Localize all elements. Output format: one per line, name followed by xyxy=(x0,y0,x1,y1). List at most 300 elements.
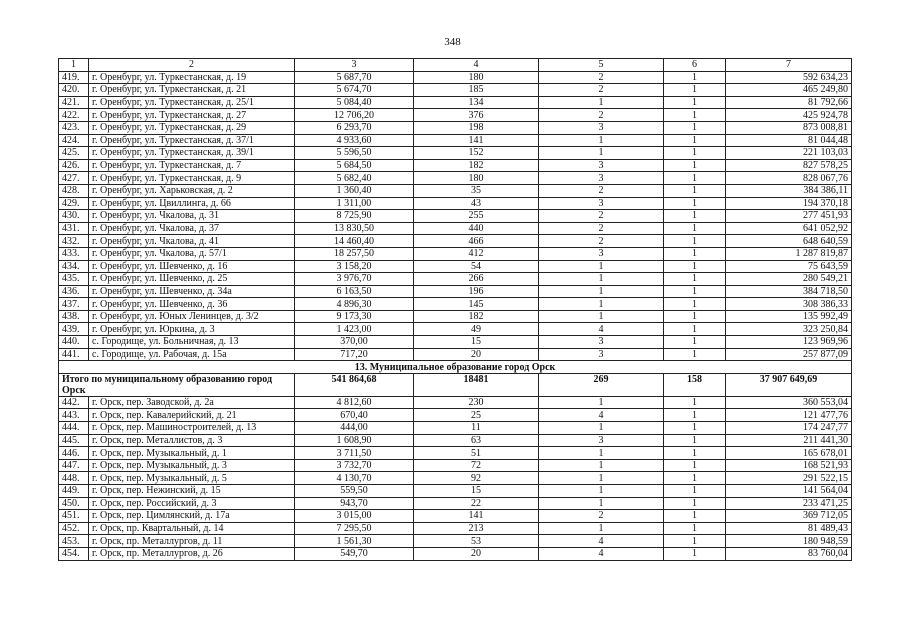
cost: 308 386,33 xyxy=(726,298,852,311)
col6-value: 1 xyxy=(664,336,726,349)
area: 8 725,90 xyxy=(295,210,414,223)
col6-value: 1 xyxy=(664,348,726,361)
row-number: 437. xyxy=(59,298,89,311)
section-block xyxy=(59,361,852,397)
area: 1 360,40 xyxy=(295,184,414,197)
cost: 81 044,48 xyxy=(726,134,852,147)
row-number: 438. xyxy=(59,310,89,323)
row-number: 420. xyxy=(59,84,89,97)
total-col6: 158 xyxy=(664,373,726,396)
residents: 54 xyxy=(414,260,539,273)
address: г. Орск, пер. Российский, д. 3 xyxy=(89,497,295,510)
total-row xyxy=(59,373,852,396)
residents: 141 xyxy=(414,134,539,147)
row-number: 444. xyxy=(59,422,89,435)
col5-value: 2 xyxy=(539,84,664,97)
area: 1 608,90 xyxy=(295,434,414,447)
column-header: 5 xyxy=(539,59,664,72)
residents: 196 xyxy=(414,285,539,298)
table-row xyxy=(59,222,852,235)
table-row xyxy=(59,522,852,535)
cost: 360 553,04 xyxy=(726,396,852,409)
col6-value: 1 xyxy=(664,447,726,460)
cost: 291 522,15 xyxy=(726,472,852,485)
residents: 266 xyxy=(414,273,539,286)
address: г. Оренбург, ул. Туркестанская, д. 37/1 xyxy=(89,134,295,147)
cost: 168 521,93 xyxy=(726,459,852,472)
address: г. Орск, пр. Металлургов, д. 26 xyxy=(89,547,295,560)
area: 5 682,40 xyxy=(295,172,414,185)
address: г. Орск, пер. Заводской, д. 2а xyxy=(89,396,295,409)
column-header: 3 xyxy=(295,59,414,72)
area: 4 896,30 xyxy=(295,298,414,311)
area: 13 830,50 xyxy=(295,222,414,235)
table-row xyxy=(59,472,852,485)
cost: 257 877,09 xyxy=(726,348,852,361)
cost: 384 386,11 xyxy=(726,184,852,197)
col5-value: 2 xyxy=(539,510,664,523)
page-number: 348 xyxy=(444,36,461,48)
table-row xyxy=(59,298,852,311)
cost: 592 634,23 xyxy=(726,71,852,84)
row-number: 451. xyxy=(59,510,89,523)
area: 5 674,70 xyxy=(295,84,414,97)
col5-value: 2 xyxy=(539,109,664,122)
col6-value: 1 xyxy=(664,434,726,447)
total-cost: 37 907 649,69 xyxy=(726,373,852,396)
address: г. Орск, пер. Музыкальный, д. 3 xyxy=(89,459,295,472)
col5-value: 3 xyxy=(539,434,664,447)
col6-value: 1 xyxy=(664,121,726,134)
area: 5 084,40 xyxy=(295,96,414,109)
row-number: 436. xyxy=(59,285,89,298)
area: 670,40 xyxy=(295,409,414,422)
col6-value: 1 xyxy=(664,422,726,435)
area: 5 687,70 xyxy=(295,71,414,84)
residents: 180 xyxy=(414,172,539,185)
area: 18 257,50 xyxy=(295,247,414,260)
col5-value: 1 xyxy=(539,96,664,109)
cost: 384 718,50 xyxy=(726,285,852,298)
cost: 174 247,77 xyxy=(726,422,852,435)
row-number: 432. xyxy=(59,235,89,248)
area: 444,00 xyxy=(295,422,414,435)
col5-value: 3 xyxy=(539,121,664,134)
col5-value: 1 xyxy=(539,310,664,323)
row-number: 419. xyxy=(59,71,89,84)
housing-table xyxy=(58,58,852,561)
cost: 641 052,92 xyxy=(726,222,852,235)
column-header: 1 xyxy=(59,59,89,72)
cost: 135 992,49 xyxy=(726,310,852,323)
col5-value: 1 xyxy=(539,459,664,472)
cost: 121 477,76 xyxy=(726,409,852,422)
section-title-row xyxy=(59,361,852,374)
area: 6 163,50 xyxy=(295,285,414,298)
residents: 376 xyxy=(414,109,539,122)
cost: 280 549,21 xyxy=(726,273,852,286)
address: г. Орск, пер. Машиностроителей, д. 13 xyxy=(89,422,295,435)
area: 12 706,20 xyxy=(295,109,414,122)
address: г. Оренбург, ул. Туркестанская, д. 7 xyxy=(89,159,295,172)
column-header: 7 xyxy=(726,59,852,72)
table-row xyxy=(59,84,852,97)
row-number: 433. xyxy=(59,247,89,260)
col6-value: 1 xyxy=(664,285,726,298)
table-row xyxy=(59,409,852,422)
col5-value: 1 xyxy=(539,273,664,286)
col6-value: 1 xyxy=(664,310,726,323)
col6-value: 1 xyxy=(664,197,726,210)
col6-value: 1 xyxy=(664,84,726,97)
col6-value: 1 xyxy=(664,247,726,260)
col5-value: 1 xyxy=(539,472,664,485)
col5-value: 2 xyxy=(539,71,664,84)
address: г. Орск, пер. Металлистов, д. 3 xyxy=(89,434,295,447)
row-number: 454. xyxy=(59,547,89,560)
cost: 1 287 819,87 xyxy=(726,247,852,260)
total-col5: 269 xyxy=(539,373,664,396)
address: г. Орск, пер. Музыкальный, д. 5 xyxy=(89,472,295,485)
cost: 165 678,01 xyxy=(726,447,852,460)
address: г. Орск, пер. Музыкальный, д. 1 xyxy=(89,447,295,460)
col5-value: 3 xyxy=(539,247,664,260)
address: г. Орск, пер. Кавалерийский, д. 21 xyxy=(89,409,295,422)
table-row xyxy=(59,109,852,122)
column-header: 4 xyxy=(414,59,539,72)
col6-value: 1 xyxy=(664,522,726,535)
section-title: 13. Муниципальное образование город Орск xyxy=(59,361,852,374)
address: г. Оренбург, ул. Чкалова, д. 37 xyxy=(89,222,295,235)
col5-value: 3 xyxy=(539,348,664,361)
col6-value: 1 xyxy=(664,485,726,498)
row-number: 422. xyxy=(59,109,89,122)
table-row xyxy=(59,159,852,172)
total-label: Итого по муниципальному образованию город Орск xyxy=(59,373,295,396)
address: г. Орск, пр. Квартальный, д. 14 xyxy=(89,522,295,535)
residents: 25 xyxy=(414,409,539,422)
row-number: 431. xyxy=(59,222,89,235)
row-number: 448. xyxy=(59,472,89,485)
table-row xyxy=(59,336,852,349)
col5-value: 1 xyxy=(539,298,664,311)
area: 4 130,70 xyxy=(295,472,414,485)
area: 14 460,40 xyxy=(295,235,414,248)
col6-value: 1 xyxy=(664,535,726,548)
residents: 72 xyxy=(414,459,539,472)
area: 3 976,70 xyxy=(295,273,414,286)
area: 559,50 xyxy=(295,485,414,498)
col6-value: 1 xyxy=(664,159,726,172)
address: г. Оренбург, ул. Шевченко, д. 16 xyxy=(89,260,295,273)
row-number: 434. xyxy=(59,260,89,273)
area: 3 732,70 xyxy=(295,459,414,472)
address: г. Оренбург, ул. Туркестанская, д. 21 xyxy=(89,84,295,97)
col6-value: 1 xyxy=(664,260,726,273)
cost: 828 067,76 xyxy=(726,172,852,185)
table-body-oренбург xyxy=(59,59,852,361)
address: г. Орск, пер. Цимлянский, д. 17а xyxy=(89,510,295,523)
cost: 211 441,30 xyxy=(726,434,852,447)
cost: 465 249,80 xyxy=(726,84,852,97)
cost: 83 760,04 xyxy=(726,547,852,560)
residents: 53 xyxy=(414,535,539,548)
col6-value: 1 xyxy=(664,547,726,560)
residents: 466 xyxy=(414,235,539,248)
table-row xyxy=(59,172,852,185)
residents: 35 xyxy=(414,184,539,197)
col5-value: 3 xyxy=(539,172,664,185)
col6-value: 1 xyxy=(664,147,726,160)
table-row xyxy=(59,348,852,361)
table-row xyxy=(59,396,852,409)
area: 943,70 xyxy=(295,497,414,510)
area: 9 173,30 xyxy=(295,310,414,323)
col6-value: 1 xyxy=(664,323,726,336)
table-row xyxy=(59,547,852,560)
address: г. Оренбург, ул. Туркестанская, д. 25/1 xyxy=(89,96,295,109)
col5-value: 2 xyxy=(539,222,664,235)
row-number: 441. xyxy=(59,348,89,361)
address: г. Оренбург, ул. Чкалова, д. 31 xyxy=(89,210,295,223)
table-row xyxy=(59,184,852,197)
area: 3 711,50 xyxy=(295,447,414,460)
residents: 230 xyxy=(414,396,539,409)
row-number: 452. xyxy=(59,522,89,535)
col5-value: 3 xyxy=(539,336,664,349)
total-residents: 18481 xyxy=(414,373,539,396)
address: с. Городище, ул. Рабочая, д. 15а xyxy=(89,348,295,361)
row-number: 443. xyxy=(59,409,89,422)
residents: 198 xyxy=(414,121,539,134)
col5-value: 1 xyxy=(539,522,664,535)
table-row xyxy=(59,247,852,260)
column-header: 2 xyxy=(89,59,295,72)
col6-value: 1 xyxy=(664,235,726,248)
address: г. Оренбург, ул. Шевченко, д. 25 xyxy=(89,273,295,286)
table-row xyxy=(59,134,852,147)
table-row xyxy=(59,459,852,472)
address: с. Городище, ул. Больничная, д. 13 xyxy=(89,336,295,349)
address: г. Оренбург, ул. Туркестанская, д. 19 xyxy=(89,71,295,84)
table-row xyxy=(59,210,852,223)
col6-value: 1 xyxy=(664,210,726,223)
table-row xyxy=(59,197,852,210)
col5-value: 1 xyxy=(539,396,664,409)
cost: 81 792,66 xyxy=(726,96,852,109)
row-number: 425. xyxy=(59,147,89,160)
row-number: 424. xyxy=(59,134,89,147)
row-number: 439. xyxy=(59,323,89,336)
col5-value: 1 xyxy=(539,285,664,298)
table-row xyxy=(59,422,852,435)
col6-value: 1 xyxy=(664,396,726,409)
cost: 180 948,59 xyxy=(726,535,852,548)
col5-value: 3 xyxy=(539,197,664,210)
residents: 49 xyxy=(414,323,539,336)
col6-value: 1 xyxy=(664,222,726,235)
cost: 75 643,59 xyxy=(726,260,852,273)
address: г. Оренбург, ул. Цвиллинга, д. 66 xyxy=(89,197,295,210)
row-number: 450. xyxy=(59,497,89,510)
area: 4 812,60 xyxy=(295,396,414,409)
residents: 20 xyxy=(414,348,539,361)
row-number: 446. xyxy=(59,447,89,460)
residents: 255 xyxy=(414,210,539,223)
row-number: 426. xyxy=(59,159,89,172)
address: г. Орск, пер. Нежинский, д. 15 xyxy=(89,485,295,498)
col5-value: 1 xyxy=(539,260,664,273)
cost: 323 250,84 xyxy=(726,323,852,336)
column-header-row xyxy=(59,59,852,72)
cost: 648 640,59 xyxy=(726,235,852,248)
row-number: 435. xyxy=(59,273,89,286)
table-row xyxy=(59,485,852,498)
address: г. Оренбург, ул. Харьковская, д. 2 xyxy=(89,184,295,197)
cost: 277 451,93 xyxy=(726,210,852,223)
table-row xyxy=(59,323,852,336)
total-area: 541 864,68 xyxy=(295,373,414,396)
area: 1 311,00 xyxy=(295,197,414,210)
residents: 182 xyxy=(414,159,539,172)
table-row xyxy=(59,235,852,248)
cost: 123 969,96 xyxy=(726,336,852,349)
residents: 63 xyxy=(414,434,539,447)
col6-value: 1 xyxy=(664,109,726,122)
col5-value: 4 xyxy=(539,535,664,548)
col6-value: 1 xyxy=(664,409,726,422)
residents: 152 xyxy=(414,147,539,160)
address: г. Оренбург, ул. Шевченко, д. 34а xyxy=(89,285,295,298)
table-row xyxy=(59,121,852,134)
cost: 425 924,78 xyxy=(726,109,852,122)
cost: 194 370,18 xyxy=(726,197,852,210)
col6-value: 1 xyxy=(664,459,726,472)
table-row xyxy=(59,147,852,160)
col5-value: 1 xyxy=(539,447,664,460)
row-number: 449. xyxy=(59,485,89,498)
col6-value: 1 xyxy=(664,71,726,84)
table-row xyxy=(59,260,852,273)
address: г. Оренбург, ул. Чкалова, д. 41 xyxy=(89,235,295,248)
residents: 440 xyxy=(414,222,539,235)
cost: 369 712,05 xyxy=(726,510,852,523)
address: г. Оренбург, ул. Туркестанская, д. 9 xyxy=(89,172,295,185)
table-row xyxy=(59,535,852,548)
area: 370,00 xyxy=(295,336,414,349)
address: г. Оренбург, ул. Шевченко, д. 36 xyxy=(89,298,295,311)
col6-value: 1 xyxy=(664,96,726,109)
row-number: 429. xyxy=(59,197,89,210)
table-body-orsk xyxy=(59,396,852,560)
area: 5 596,50 xyxy=(295,147,414,160)
area: 1 423,00 xyxy=(295,323,414,336)
area: 3 015,00 xyxy=(295,510,414,523)
table-row xyxy=(59,434,852,447)
residents: 92 xyxy=(414,472,539,485)
residents: 141 xyxy=(414,510,539,523)
address: г. Оренбург, ул. Туркестанская, д. 39/1 xyxy=(89,147,295,160)
cost: 233 471,25 xyxy=(726,497,852,510)
area: 4 933,60 xyxy=(295,134,414,147)
table-row xyxy=(59,96,852,109)
row-number: 440. xyxy=(59,336,89,349)
col5-value: 1 xyxy=(539,147,664,160)
area: 5 684,50 xyxy=(295,159,414,172)
area: 3 158,20 xyxy=(295,260,414,273)
col6-value: 1 xyxy=(664,273,726,286)
residents: 51 xyxy=(414,447,539,460)
address: г. Оренбург, ул. Юных Ленинцев, д. 3/2 xyxy=(89,310,295,323)
residents: 145 xyxy=(414,298,539,311)
residents: 185 xyxy=(414,84,539,97)
row-number: 447. xyxy=(59,459,89,472)
residents: 213 xyxy=(414,522,539,535)
area: 6 293,70 xyxy=(295,121,414,134)
residents: 43 xyxy=(414,197,539,210)
residents: 11 xyxy=(414,422,539,435)
col6-value: 1 xyxy=(664,134,726,147)
residents: 182 xyxy=(414,310,539,323)
address: г. Оренбург, ул. Юркина, д. 3 xyxy=(89,323,295,336)
address: г. Оренбург, ул. Туркестанская, д. 27 xyxy=(89,109,295,122)
column-header: 6 xyxy=(664,59,726,72)
cost: 221 103,03 xyxy=(726,147,852,160)
table-row xyxy=(59,285,852,298)
col5-value: 2 xyxy=(539,184,664,197)
table-row xyxy=(59,510,852,523)
residents: 15 xyxy=(414,485,539,498)
col6-value: 1 xyxy=(664,510,726,523)
col5-value: 4 xyxy=(539,409,664,422)
area: 549,70 xyxy=(295,547,414,560)
col5-value: 3 xyxy=(539,159,664,172)
cost: 827 578,25 xyxy=(726,159,852,172)
col5-value: 1 xyxy=(539,497,664,510)
col5-value: 1 xyxy=(539,485,664,498)
area: 7 295,50 xyxy=(295,522,414,535)
col5-value: 4 xyxy=(539,547,664,560)
row-number: 453. xyxy=(59,535,89,548)
cost: 81 489,43 xyxy=(726,522,852,535)
residents: 180 xyxy=(414,71,539,84)
cost: 873 008,81 xyxy=(726,121,852,134)
row-number: 427. xyxy=(59,172,89,185)
row-number: 428. xyxy=(59,184,89,197)
col6-value: 1 xyxy=(664,184,726,197)
address: г. Оренбург, ул. Чкалова, д. 57/1 xyxy=(89,247,295,260)
residents: 20 xyxy=(414,547,539,560)
row-number: 421. xyxy=(59,96,89,109)
residents: 412 xyxy=(414,247,539,260)
residents: 134 xyxy=(414,96,539,109)
residents: 22 xyxy=(414,497,539,510)
col6-value: 1 xyxy=(664,298,726,311)
col6-value: 1 xyxy=(664,172,726,185)
address: г. Оренбург, ул. Туркестанская, д. 29 xyxy=(89,121,295,134)
residents: 15 xyxy=(414,336,539,349)
col5-value: 1 xyxy=(539,422,664,435)
row-number: 445. xyxy=(59,434,89,447)
col6-value: 1 xyxy=(664,472,726,485)
col5-value: 2 xyxy=(539,235,664,248)
area: 717,20 xyxy=(295,348,414,361)
col6-value: 1 xyxy=(664,497,726,510)
table-row xyxy=(59,273,852,286)
address: г. Орск, пр. Металлургов, д. 11 xyxy=(89,535,295,548)
table-row xyxy=(59,71,852,84)
col5-value: 1 xyxy=(539,134,664,147)
